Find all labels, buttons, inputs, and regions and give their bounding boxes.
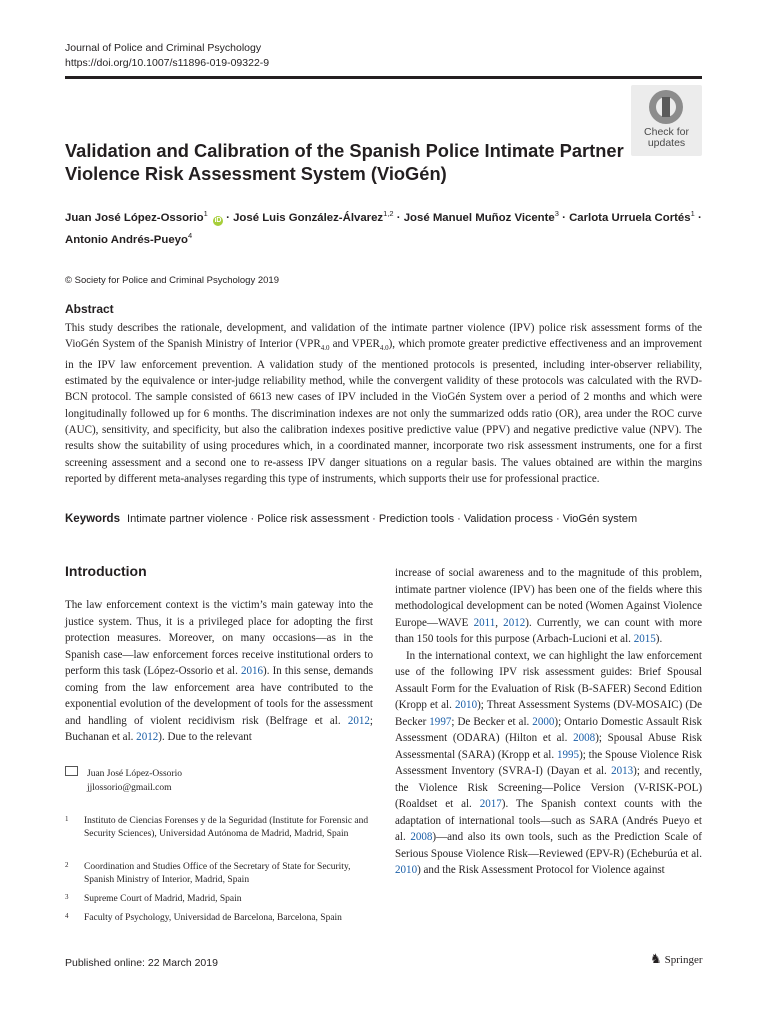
abstract-body: This study describes the rationale, development, and validation of the intimate partner violence (IPV) police risk assessment forms of the VioGén System of the Spanish Ministry of Interior ($VPR_{4.0}$ and $VPER_{4.0}$), which promote greater predictive effectiveness and an improvement in the IPV law enforcement prevention. A validation study of the mentioned protocols is presented, including inter-observer reliability, estimated by the equivalence or inter-judge reliability method, while the convergent validity of these protocols was calculated with the RVD-BCN protocol. The sample consisted of 6613 new cases of IPV included in the VioGén System over a period of 2 months and which were longitudinally followed up for 6 months. The discrimination indexes are not only the summarized odds ratio (OR), area under the ROC curve (AUC), sensitivity, and specificity, but also the calibration indexes positive predictive value (PPV) and negative predictive value (NPV). The results show the suitability of using procedures which, in a coordinated manner, incorporate two risk assessment instruments, one for a first screening assessment and a second one to re-assess IPV danger situations on a regular basis. The values obtained are within the margins reported by different meta-analyses regarding this type of instruments, which supports their use for professional practice.	[65, 322, 702, 485]
citation-link[interactable]: 2008	[573, 732, 596, 744]
author-affil: 4	[187, 230, 193, 240]
badge-label: Check for updates	[644, 126, 689, 149]
intro-paragraph-left	[65, 597, 373, 746]
body-text: ). The Spanish context counts with the adaptation of international tools—such as SARA (Andrés Pueyo et al.	[395, 798, 702, 843]
email-link[interactable]: jjlossorio@gmail.com	[87, 782, 172, 793]
check-for-updates-button[interactable]	[631, 85, 702, 156]
body-text: ); Ontario Domestic Assault Risk Assessment (ODARA) (Hilton et al.	[395, 715, 702, 744]
body-text: ). Due to the relevant	[158, 731, 252, 743]
citation-link[interactable]: 2000	[532, 715, 555, 728]
correspondence	[65, 766, 373, 795]
orcid-icon[interactable]: iD	[214, 216, 222, 224]
affiliation: 3 Supreme Court of Madrid, Madrid, Spain	[65, 893, 242, 904]
citation-link[interactable]: 2008	[410, 831, 433, 843]
envelope-icon	[65, 766, 78, 776]
abstract-heading: Abstract	[65, 302, 114, 316]
springer-horse-icon: ♞	[650, 951, 662, 966]
author-affil: 3	[554, 209, 559, 218]
body-text: ; De Becker et al.	[451, 715, 533, 728]
citation-link[interactable]: 2017	[479, 798, 502, 810]
corresponding-author: Juan José López-Ossorio	[87, 769, 182, 779]
body-text: ). Currently, we can count with more than 150 tools for this purpose (Arbach-Lucioni et al.	[395, 616, 702, 645]
affiliation: 1 Instituto de Ciencias Forenses y de la Seguridad (Institute for Forensic and Security Sciences), Universidad Autónoma de Madrid, Madrid, Spain	[65, 815, 369, 840]
citation-link[interactable]: 2010	[455, 699, 478, 711]
intro-paragraph	[395, 565, 702, 648]
copyright-notice: © Society for Police and Criminal Psychology 2019	[65, 275, 279, 286]
citation-link[interactable]: 1997	[429, 715, 452, 728]
author-name[interactable]: Carlota Urruela Cortés	[569, 211, 691, 224]
article-title: Validation and Calibration of the Spanish Police Intimate Partner Violence Risk Assessment System (VioGén)	[65, 140, 624, 184]
published-date: Published online: 22 March 2019	[65, 957, 218, 969]
author-list: Juan José López-Ossorio$^1$ iD · José Luis González-Álvarez$^{1,2}$ · José Manuel Muñoz Vicente$^3$ · Carlota Urruela Cortés$^1$ · Antonio Andrés-Pueyo$^4$	[65, 209, 702, 246]
body-text: increase of social awareness and to the magnitude of this problem, intimate partner violence (IPV) has been one of the fields where this methodological development can be noted (Women Against Violence Europe—WAVE	[395, 567, 702, 629]
body-text: ); Threat Assessment Systems (DV-MOSAIC) (De Becker	[395, 699, 702, 728]
body-text: ,	[495, 616, 504, 629]
intro-right-column	[395, 565, 702, 879]
journal-header	[65, 41, 269, 71]
body-text: )—and also its own tools, such as the Prediction Scale of Serious Spouse Violence Risk—Reviewed (EPV-R) (Echeburúa et al.	[395, 831, 702, 860]
author-name[interactable]: Antonio Andrés-Pueyo	[65, 233, 188, 246]
citation-link[interactable]: 2013	[611, 765, 634, 777]
body-text: ); the Spouse Violence Risk Assessment Inventory (SVRA-I) (Dayan et al.	[395, 748, 702, 777]
citation-link[interactable]: 2012	[347, 714, 370, 727]
citation-link[interactable]: 2012	[503, 616, 526, 629]
body-text: ); and recently, the Violence Risk Screening—Police Version (V-RISK-POL) (Roaldset et al.	[395, 765, 702, 810]
citation-link[interactable]: 2016	[240, 665, 264, 677]
doi-link[interactable]: https://doi.org/10.1007/s11896-019-09322-9	[65, 57, 270, 69]
keywords-list: Intimate partner violence · Police risk assessment · Prediction tools · Validation process · VioGén system	[127, 513, 638, 525]
affiliation: 4 Faculty of Psychology, Universidad de Barcelona, Barcelona, Spain	[65, 912, 342, 923]
affiliation: 2 Coordination and Studies Office of the Secretary of State for Security, Spanish Ministry of Interior, Madrid, Spain	[65, 861, 351, 886]
body-text: The law enforcement context is the victim’s main gateway into the justice system. Thus, it is a privileged place for adopting the first protection measures. Moreover, on many occasions—as in the Spanish case—law enforcement forces receive institutional orders to perform this task (López-Ossorio et al.	[65, 599, 373, 677]
body-text: ; Buchanan et al.	[65, 714, 373, 743]
header-rule	[65, 76, 702, 79]
citation-link[interactable]: 2010	[395, 864, 418, 876]
section-heading-introduction: Introduction	[65, 563, 147, 579]
bookmark-icon	[662, 97, 670, 117]
body-text: ); Spousal Abuse Risk Assessmental (SARA) (Kropp et al.	[395, 732, 702, 761]
citation-link[interactable]: 2012	[136, 731, 159, 743]
citation-link[interactable]: 2015	[633, 633, 656, 645]
author-affil: 1,2	[383, 209, 394, 218]
keywords	[65, 513, 705, 525]
citation-link[interactable]: 2011	[473, 616, 496, 629]
body-text: ). In this sense, demands coming from the law enforcement area have contributed to the exponential evolution of the development of tools for the assessment and handling of violent recidivism risk (Belfrage et al.	[65, 665, 373, 727]
publisher-logo: ♞ Springer	[650, 951, 703, 966]
author-affil: 1	[690, 209, 695, 218]
author-name[interactable]: Juan José López-Ossorio	[65, 211, 204, 224]
keywords-heading: Keywords	[65, 513, 120, 525]
author-affil: 1	[203, 209, 208, 218]
body-text: ).	[655, 633, 663, 645]
journal-name: Journal of Police and Criminal Psychology	[65, 42, 262, 54]
intro-paragraph	[395, 648, 702, 879]
citation-link[interactable]: 1995	[556, 748, 580, 761]
author-name[interactable]: José Manuel Muñoz Vicente	[403, 211, 555, 224]
body-text: In the international context, we can highlight the law enforcement use of the following IPV risk assessment guides: Brief Spousal Assault Form for the Evaluation of Risk (B-SAFER) Second Edition (Kropp et al.	[395, 649, 702, 711]
body-text: ) and the Risk Assessment Protocol for Violence against	[417, 864, 665, 876]
author-name[interactable]: José Luis González-Álvarez	[233, 211, 384, 224]
